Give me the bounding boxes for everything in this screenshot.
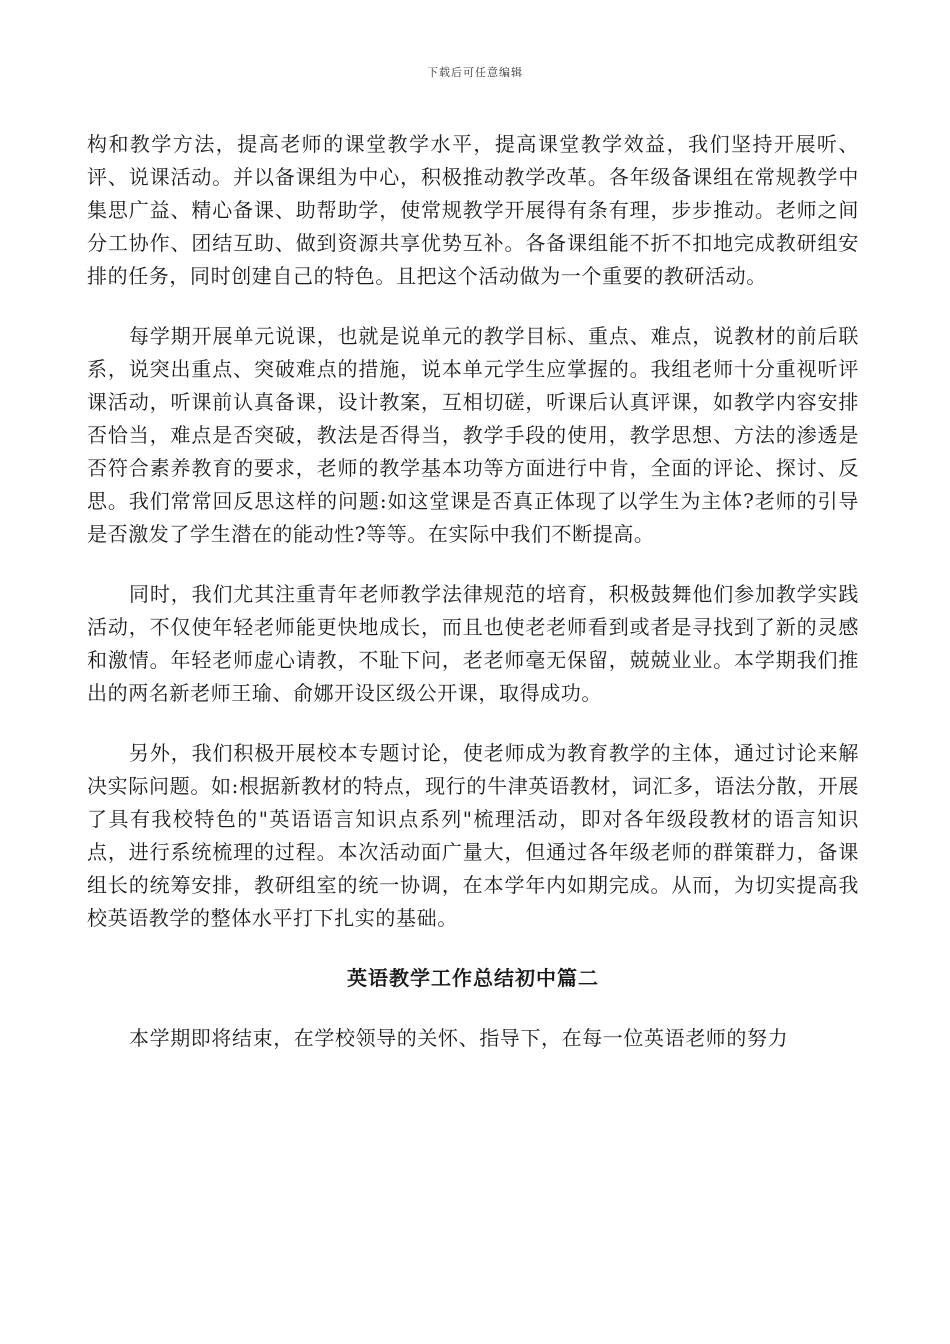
paragraph-1: 构和教学方法，提高老师的课堂教学水平，提高课堂教学效益，我们坚持开展听、评、说课活动。并以备课组为中心，积极推动教学改革。各年级备课组在常规教学中集思广益、精心备课、助帮助学，使常规教学开展得有条有理，步步推动。老师之间分工协作、团结互助、做到资源共享优势互补。各备课组能不折不扣地完成教研组安排的任务，同时创建自己的特色。且把这个活动做为一个重要的教研活动。 <box>87 132 859 288</box>
paragraph-2: 每学期开展单元说课，也就是说单元的教学目标、重点、难点，说教材的前后联系，说突出重点、突破难点的措施，说本单元学生应掌握的。我组老师十分重视听评课活动，听课前认真备课，设计教案，互相切磋，听课后认真评课，如教学内容安排否恰当，难点是否突破，教法是否得当，教学手段的使用，教学思想、方法的渗透是否符合素养教育的要求，老师的教学基本功等方面进行中肯，全面的评论、探讨、反思。我们常常回反思这样的问题:如这堂课是否真正体现了以学生为主体?老师的引导是否激发了学生潜在的能动性?等等。在实际中我们不断提高。 <box>87 324 859 546</box>
section-title: 英语教学工作总结初中篇二 <box>347 966 599 990</box>
paragraph-gap <box>87 995 859 1022</box>
page-header-note: 下载后可任意编辑 <box>427 66 523 79</box>
paragraph-3: 同时，我们尤其注重青年老师教学法律规范的培育，积极鼓舞他们参加教学实践活动，不仅使年轻老师能更快地成长，而且也使老老师看到或者是寻找到了新的灵感和激情。年轻老师虚心请教，不耻下问，老老师毫无保留，兢兢业业。本学期我们推出的两名新老师王瑜、俞娜开设区级公开课，取得成功。 <box>87 582 859 705</box>
paragraph-5: 本学期即将结束，在学校领导的关怀、指导下，在每一位英语老师的努力 <box>129 1026 789 1050</box>
document-body <box>87 128 859 1055</box>
paragraph-gap <box>87 710 859 737</box>
paragraph-gap <box>87 935 859 962</box>
paragraph-gap <box>87 551 859 578</box>
paragraph-gap <box>87 293 859 320</box>
paragraph-4: 另外，我们积极开展校本专题讨论，使老师成为教育教学的主体，通过讨论来解决实际问题。如:根据新教材的特点，现行的牛津英语教材，词汇多，语法分散，开展了具有我校特色的"英语语言知识点系列"梳理活动，即对各年级段教材的语言知识点，进行系统梳理的过程。本次活动面广量大，但通过各年级老师的群策群力，备课组长的统筹安排，教研组室的统一协调，在本学年内如期完成。从而，为切实提高我校英语教学的整体水平打下扎实的基础。 <box>87 741 859 930</box>
